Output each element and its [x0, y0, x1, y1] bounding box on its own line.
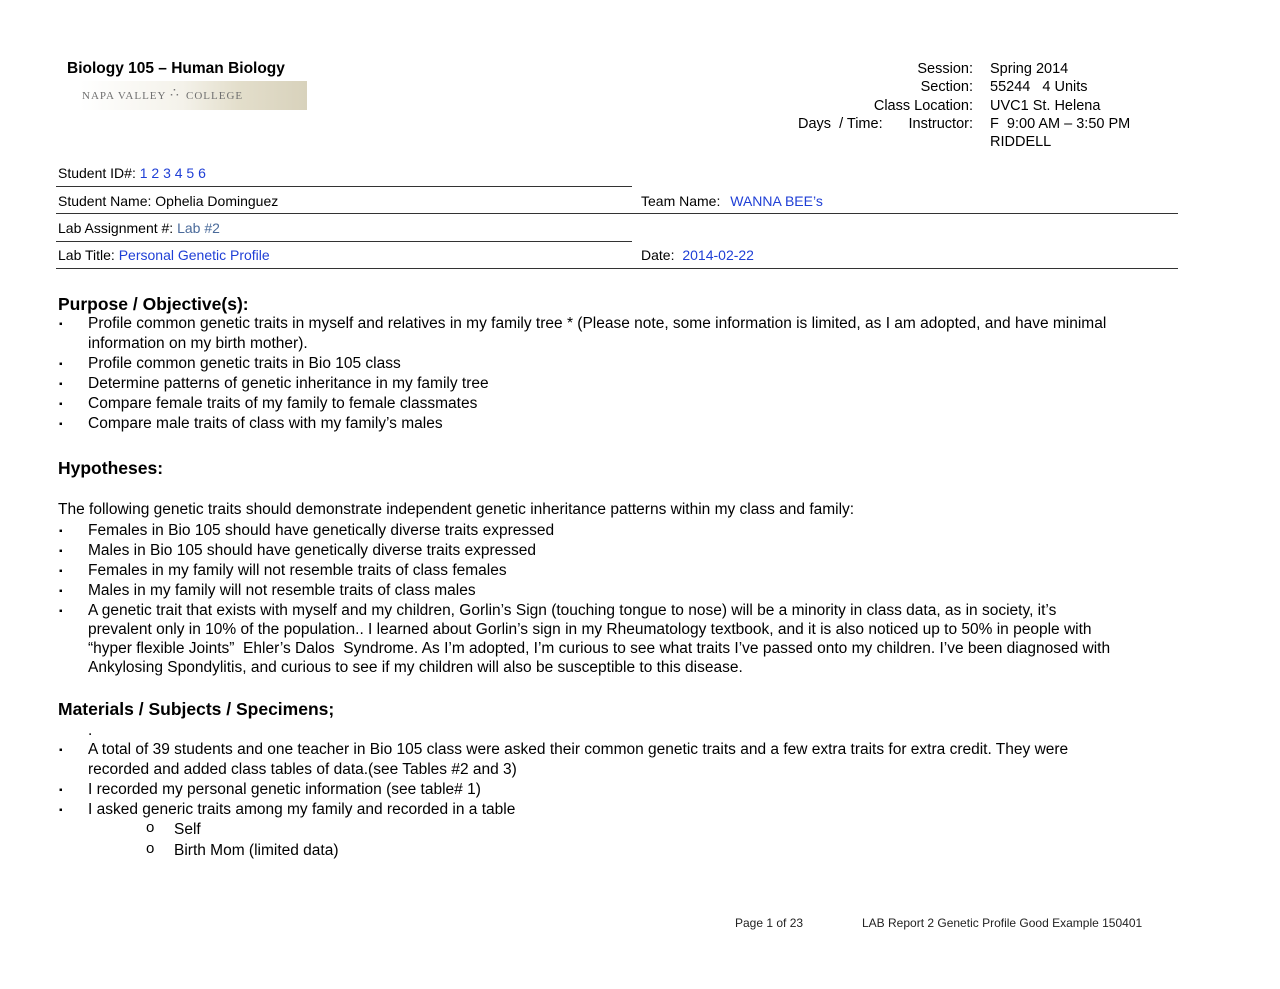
bullet-icon: ▪	[59, 359, 63, 370]
materials-item-continued: recorded and added class tables of data.(see Tables #2 and 3)	[88, 761, 517, 778]
college-logo	[80, 81, 307, 110]
team-name-row	[641, 193, 823, 209]
bullet-icon: ▪	[59, 379, 63, 390]
materials-item: I asked generic traits among my family and recorded in a table	[88, 801, 516, 818]
student-id-row	[58, 165, 206, 181]
bullet-icon: ▪	[59, 606, 63, 617]
purpose-heading: Purpose / Objective(s):	[58, 294, 249, 314]
lab-assignment-row	[58, 220, 220, 236]
session-value: Spring 2014	[990, 61, 1069, 77]
hypothesis-item: A genetic trait that exists with myself and my children, Gorlin’s Sign (touching tongue to nose) will be a minority in class data, as in society, it’s	[88, 602, 1057, 619]
lab-assignment-value[interactable]: Lab #2	[177, 220, 220, 236]
bullet-icon: ▪	[59, 399, 63, 410]
divider	[56, 213, 1178, 214]
hypotheses-intro: The following genetic traits should demonstrate independent genetic inheritance patterns within my class and family:	[58, 501, 855, 518]
hypothesis-item: Males in my family will not resemble traits of class males	[88, 582, 476, 599]
bullet-icon: ▪	[59, 419, 63, 430]
days-time-label: Days / Time:	[798, 116, 883, 132]
lab-title-row	[58, 247, 270, 263]
hypothesis-item-continued: Ankylosing Spondylitis, and curious to see if my children will also be susceptible to this disease.	[88, 659, 743, 676]
materials-item: I recorded my personal genetic information (see table# 1)	[88, 781, 481, 798]
team-name-value[interactable]: WANNA BEE’s	[730, 193, 823, 209]
purpose-item: Determine patterns of genetic inheritance in my family tree	[88, 375, 489, 392]
hypothesis-item-continued: “hyper flexible Joints” Ehler’s Dalos Syndrome. As I’m adopted, I’m curious to see what traits I’ve passed onto my children. I’ve been diagnosed with	[88, 640, 1111, 657]
hypothesis-item-continued: prevalent only in 10% of the population.. I learned about Gorlin’s sign in my Rheumatology textbook, and it is also noticed up to 50% in people with	[88, 621, 1092, 638]
student-id-label: Student ID#:	[58, 165, 136, 181]
divider	[56, 186, 632, 187]
lab-title-label: Lab Title:	[58, 247, 115, 263]
instructor-label: Instructor:	[908, 116, 973, 132]
hypothesis-item: Females in my family will not resemble traits of class females	[88, 562, 507, 579]
circle-bullet-icon: o	[146, 819, 155, 836]
bullet-icon: ▪	[59, 586, 63, 597]
bullet-icon: ▪	[59, 805, 63, 816]
materials-subitem: Birth Mom (limited data)	[174, 842, 339, 859]
student-id-value[interactable]: 1 2 3 4 5 6	[139, 165, 206, 181]
student-name-label: Student Name:	[58, 193, 152, 209]
date-value[interactable]: 2014-02-22	[682, 247, 754, 263]
course-title: Biology 105 – Human Biology	[67, 60, 285, 77]
bullet-icon: ▪	[59, 566, 63, 577]
materials-subitem: Self	[174, 821, 201, 838]
hypothesis-item: Females in Bio 105 should have genetically diverse traits expressed	[88, 522, 555, 539]
bullet-icon: ▪	[59, 546, 63, 557]
divider	[56, 241, 632, 242]
bullet-icon: ▪	[59, 745, 63, 756]
purpose-item: Profile common genetic traits in Bio 105 class	[88, 355, 401, 372]
team-name-label: Team Name:	[641, 193, 721, 209]
date-label: Date:	[641, 247, 675, 263]
hypotheses-heading: Hypotheses:	[58, 458, 164, 478]
class-location-label: Class Location:	[873, 98, 973, 114]
class-location-value: UVC1 St. Helena	[990, 98, 1101, 114]
section-value: 55244 4 Units	[990, 79, 1088, 95]
materials-dot: .	[88, 722, 93, 739]
bullet-icon: ▪	[59, 526, 63, 537]
student-name-value[interactable]: Ophelia Dominguez	[155, 193, 279, 209]
purpose-item: Compare male traits of class with my family’s males	[88, 415, 443, 432]
document-name: LAB Report 2 Genetic Profile Good Example 150401	[862, 916, 1143, 930]
materials-item: A total of 39 students and one teacher in Bio 105 class were asked their common genetic traits and a few extra traits for extra credit. They were	[88, 741, 1069, 758]
purpose-item: Profile common genetic traits in myself and relatives in my family tree * (Please note, some information is limited, as I am adopted, and have minimal	[88, 315, 1107, 332]
logo-text-left: NAPA VALLEY	[82, 90, 167, 102]
date-row	[641, 247, 754, 263]
purpose-item-continued: information on my birth mother).	[88, 335, 308, 352]
bullet-icon: ▪	[59, 319, 63, 330]
lab-assignment-label: Lab Assignment #:	[58, 220, 174, 236]
hypothesis-item: Males in Bio 105 should have genetically diverse traits expressed	[88, 542, 537, 559]
logo-text-right: COLLEGE	[186, 90, 244, 102]
lab-title-value[interactable]: Personal Genetic Profile	[118, 247, 270, 263]
grapes-icon: ∴	[170, 84, 179, 100]
instructor-value: RIDDELL	[990, 134, 1052, 150]
purpose-item: Compare female traits of my family to female classmates	[88, 395, 478, 412]
circle-bullet-icon: o	[146, 840, 155, 857]
bullet-icon: ▪	[59, 785, 63, 796]
materials-heading: Materials / Subjects / Specimens;	[58, 699, 335, 719]
page-number: Page 1 of 23	[735, 916, 804, 930]
days-time-value: F 9:00 AM – 3:50 PM	[990, 116, 1131, 132]
session-label: Session:	[917, 61, 973, 77]
divider	[56, 268, 1178, 269]
student-name-row	[58, 193, 278, 209]
section-label: Section:	[920, 79, 973, 95]
